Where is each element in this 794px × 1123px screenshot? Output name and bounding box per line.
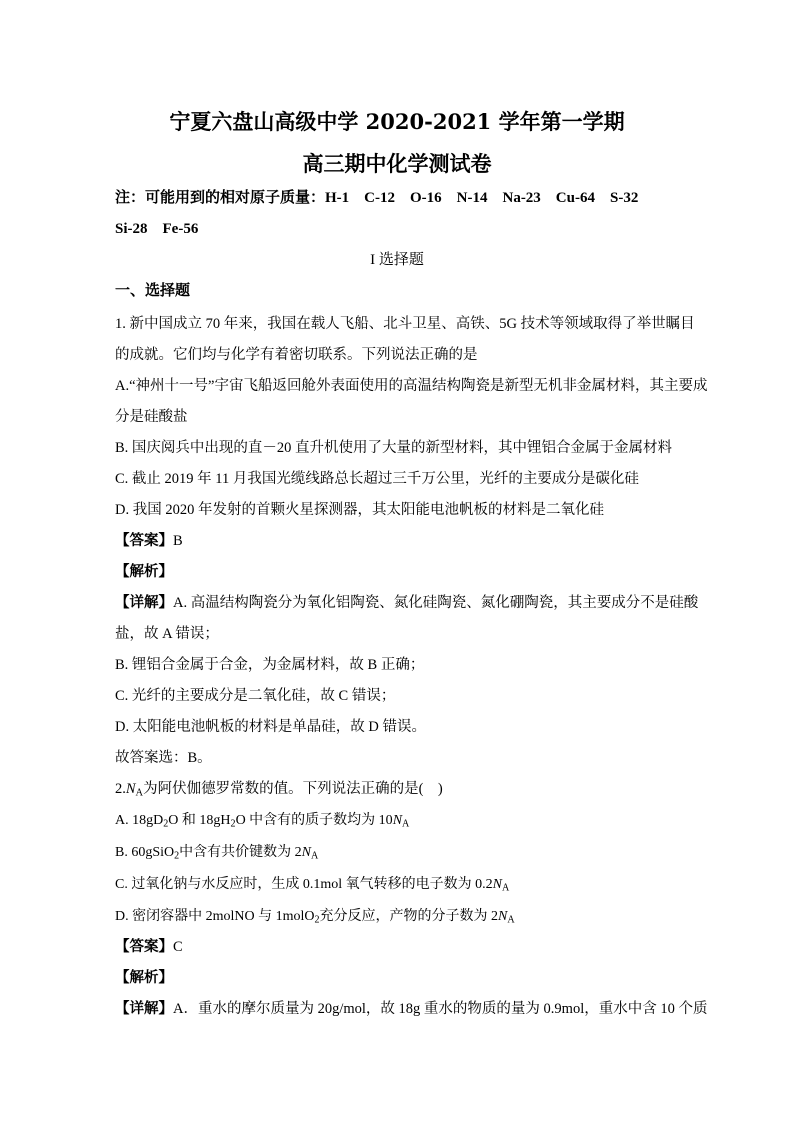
q2-answer: C bbox=[173, 939, 183, 955]
q2-d-na-sub: A bbox=[507, 914, 515, 926]
q2-b-na: N bbox=[301, 845, 312, 860]
document-title: 宁夏六盘山高级中学 2020-2021 学年第一学期 bbox=[169, 109, 625, 134]
q2-number: 2. bbox=[115, 781, 126, 797]
q2-detail-a: A．重水的摩尔质量为 20g/mol，故 18g 重水的物质的量为 0.9mol，重水中含 10 个质 bbox=[173, 1001, 708, 1017]
document-subtitle: 高三期中化学测试卷 bbox=[302, 151, 492, 176]
q2-option-a bbox=[115, 809, 409, 830]
q1-detail-a: A. 高温结构陶瓷分为氧化铝陶瓷、氮化硅陶瓷、氮化硼陶瓷，其主要成分不是硅酸 bbox=[173, 595, 699, 611]
q2-answer-line bbox=[115, 935, 183, 956]
atomic-mass-note-cont: Si-28 Fe-56 bbox=[115, 221, 199, 237]
q2-a-part2: O 和 18gH bbox=[168, 813, 231, 828]
q2-d-part1: D. 密闭容器中 2molNO 与 1molO bbox=[115, 909, 315, 924]
analysis-tag: 【解析】 bbox=[115, 970, 173, 986]
q1-option-c: C. 截止 2019 年 11 月我国光缆线路总长超过三千万公里，光纤的主要成分是碳化硅 bbox=[115, 471, 639, 487]
section-label: I 选择题 bbox=[370, 252, 424, 268]
q2-c-part1: C. 过氧化钠与水反应时，生成 0.1mol 氧气转移的电子数为 0.2 bbox=[115, 877, 493, 892]
q2-a-part3: O 中含有的质子数均为 10 bbox=[235, 813, 393, 828]
q1-analysis-line bbox=[115, 560, 173, 581]
detail-tag: 【详解】 bbox=[115, 1001, 173, 1017]
q1-option-d: D. 我国 2020 年发射的首颗火星探测器，其太阳能电池帆板的材料是二氧化硅 bbox=[115, 502, 604, 518]
atomic-mass-note: 注：可能用到的相对原子质量：H-1 C-12 O-16 N-14 Na-23 Cu-64 S-32 bbox=[115, 190, 639, 206]
q1-stem-cont: 的成就。它们均与化学有着密切联系。下列说法正确的是 bbox=[115, 347, 478, 363]
q2-detail-line bbox=[115, 997, 708, 1018]
q1-detail-b: B. 锂铝合金属于合金，为金属材料，故 B 正确； bbox=[115, 657, 425, 673]
q2-analysis-line bbox=[115, 966, 173, 987]
q1-answer-line bbox=[115, 529, 183, 550]
q2-c-na: N bbox=[492, 877, 502, 892]
detail-tag: 【详解】 bbox=[115, 595, 173, 611]
q1-detail-line bbox=[115, 591, 698, 612]
q2-option-d bbox=[115, 905, 515, 926]
q1-detail-c: C. 光纤的主要成分是二氧化硅，故 C 错误； bbox=[115, 688, 396, 704]
q2-option-c bbox=[115, 873, 509, 894]
q2-a-sub2: 2 bbox=[230, 818, 236, 830]
q2-na-subscript: A bbox=[135, 787, 144, 799]
q2-b-part2: 中含有共价键数为 2 bbox=[179, 845, 302, 860]
q2-na-symbol: N bbox=[125, 781, 136, 797]
q1-answer: B bbox=[173, 533, 183, 549]
q1-conclusion: 故答案选：B。 bbox=[115, 750, 212, 766]
q2-d-part2: 充分反应，产物的分子数为 2 bbox=[319, 909, 499, 924]
q1-stem: 1. 新中国成立 70 年来，我国在载人飞船、北斗卫星、高铁、5G 技术等领域取得了举世瞩目 bbox=[115, 316, 695, 332]
q1-option-a-cont: 分是硅酸盐 bbox=[115, 409, 188, 425]
q2-a-na-sub: A bbox=[402, 818, 410, 830]
q2-d-sub1: 2 bbox=[314, 914, 320, 926]
q2-option-b bbox=[115, 841, 318, 862]
q2-c-na-sub: A bbox=[501, 882, 510, 894]
q1-detail-d: D. 太阳能电池帆板的材料是单晶硅，故 D 错误。 bbox=[115, 719, 426, 735]
q2-b-part1: B. 60gSiO bbox=[115, 845, 175, 860]
q2-stem bbox=[115, 777, 443, 799]
q1-detail-a-cont: 盐，故 A 错误； bbox=[115, 626, 219, 642]
answer-tag: 【答案】 bbox=[115, 939, 173, 955]
q1-option-a: A.“神州十一号”宇宙飞船返回舱外表面使用的高温结构陶瓷是新型无机非金属材料，其主要成 bbox=[115, 378, 708, 394]
answer-tag: 【答案】 bbox=[115, 533, 173, 549]
q2-a-sub1: 2 bbox=[163, 818, 169, 830]
q2-stem-text: 为阿伏伽德罗常数的值。下列说法正确的是( ) bbox=[143, 781, 443, 797]
q1-option-b: B. 国庆阅兵中出现的直－20 直升机使用了大量的新型材料，其中锂铝合金属于金属材料 bbox=[115, 440, 673, 456]
q2-a-part1: A. 18gD bbox=[115, 813, 164, 828]
q2-b-sub1: 2 bbox=[174, 850, 180, 862]
q2-d-na: N bbox=[498, 909, 508, 924]
q2-b-na-sub: A bbox=[311, 850, 319, 862]
q2-a-na: N bbox=[392, 813, 403, 828]
section-heading: 一、选择题 bbox=[115, 283, 191, 299]
analysis-tag: 【解析】 bbox=[115, 564, 173, 580]
